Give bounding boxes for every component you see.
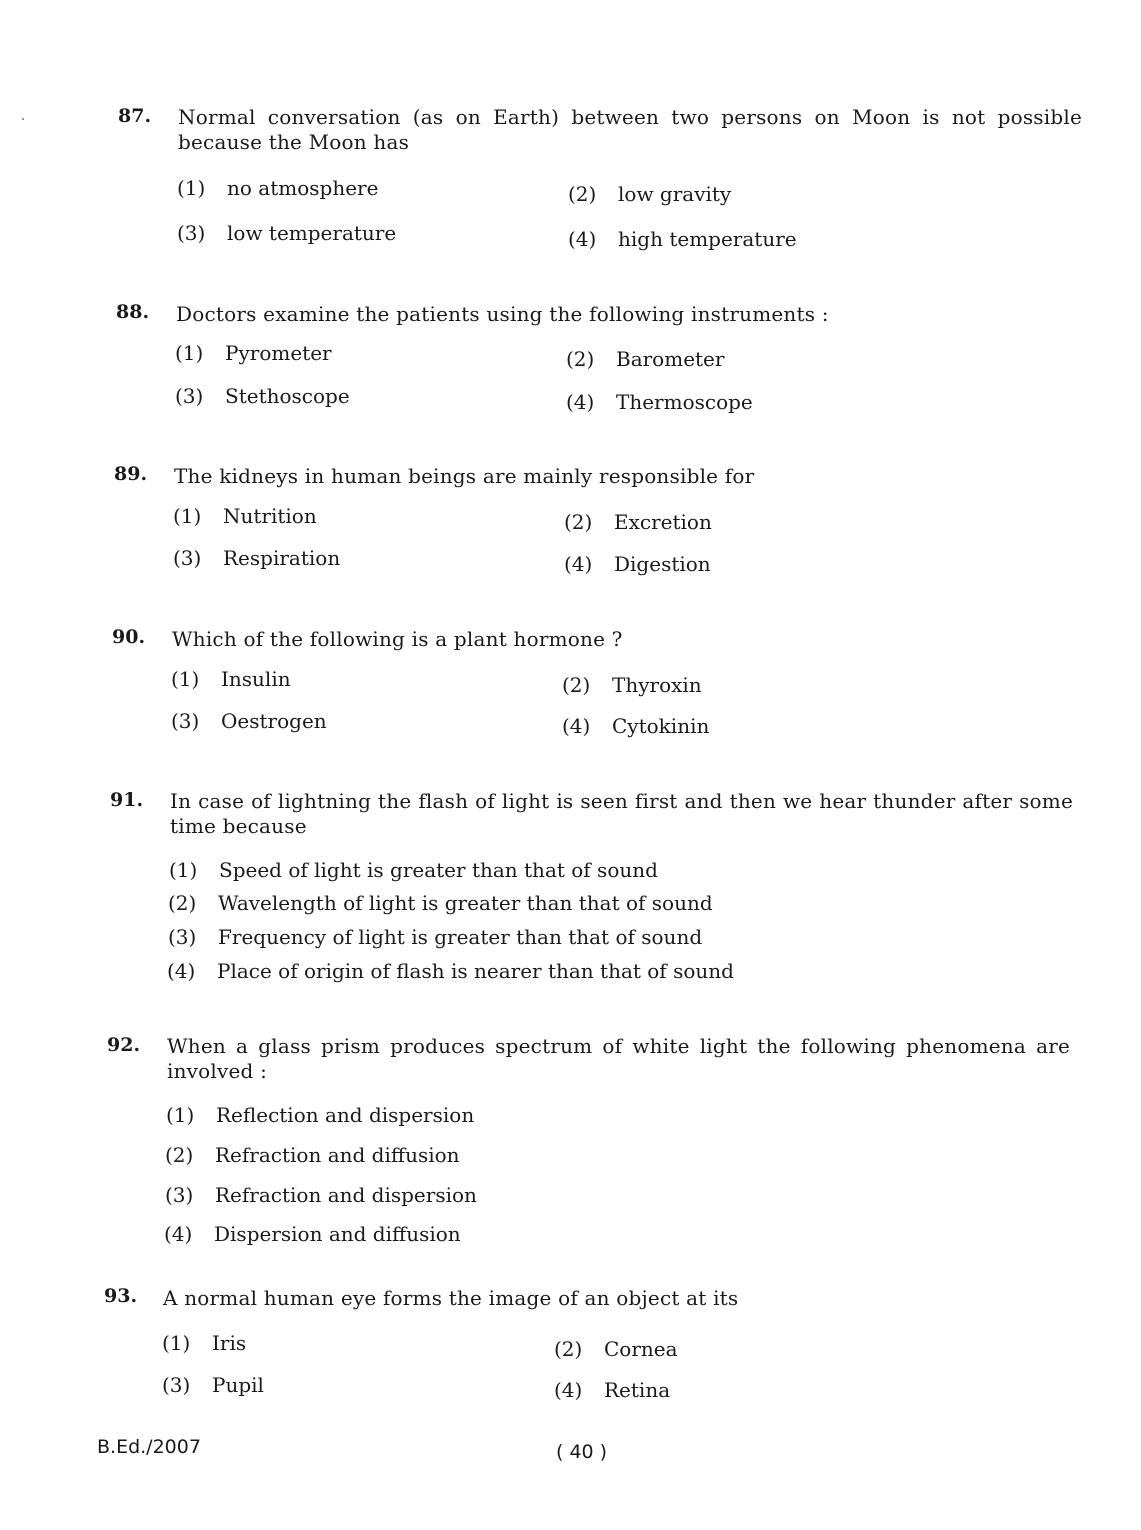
option-text: Cytokinin bbox=[612, 714, 710, 738]
option-number: (2) bbox=[165, 1143, 194, 1167]
option-number: (3) bbox=[175, 384, 204, 408]
option-text: Barometer bbox=[616, 347, 725, 371]
option-3[interactable] bbox=[162, 1373, 264, 1397]
option-2[interactable] bbox=[566, 347, 724, 371]
option-number: (4) bbox=[562, 714, 591, 738]
option-text: Nutrition bbox=[223, 504, 317, 528]
option-1[interactable] bbox=[173, 504, 317, 528]
option-text: Wavelength of light is greater than that of sound bbox=[218, 891, 713, 915]
option-4[interactable] bbox=[564, 552, 711, 576]
option-text: high temperature bbox=[618, 227, 797, 251]
option-text: Digestion bbox=[614, 552, 711, 576]
option-text: Pupil bbox=[212, 1373, 264, 1397]
option-number: (4) bbox=[566, 390, 595, 414]
option-2[interactable] bbox=[568, 182, 731, 206]
option-3[interactable] bbox=[177, 221, 396, 245]
option-3[interactable] bbox=[165, 1183, 477, 1207]
question-number: 91. bbox=[110, 789, 144, 811]
option-2[interactable] bbox=[165, 1143, 460, 1167]
option-number: (4) bbox=[568, 227, 597, 251]
scan-speck bbox=[22, 118, 24, 120]
option-3[interactable] bbox=[168, 925, 702, 949]
option-text: Refraction and diffusion bbox=[215, 1143, 460, 1167]
question-text: Doctors examine the patients using the following instruments : bbox=[176, 302, 829, 326]
option-3[interactable] bbox=[175, 384, 350, 408]
option-number: (2) bbox=[568, 182, 597, 206]
question-number: 90. bbox=[112, 626, 146, 648]
option-number: (4) bbox=[554, 1378, 583, 1402]
option-text: Cornea bbox=[604, 1337, 678, 1361]
option-text: Thyroxin bbox=[612, 673, 702, 697]
question-text: Which of the following is a plant hormone ? bbox=[172, 627, 623, 651]
option-2[interactable] bbox=[554, 1337, 678, 1361]
option-number: (1) bbox=[162, 1331, 191, 1355]
option-number: (1) bbox=[171, 667, 200, 691]
option-text: Insulin bbox=[221, 667, 291, 691]
option-number: (2) bbox=[562, 673, 591, 697]
option-text: low temperature bbox=[227, 221, 397, 245]
option-1[interactable] bbox=[169, 858, 658, 882]
option-number: (3) bbox=[168, 925, 197, 949]
option-3[interactable] bbox=[173, 546, 340, 570]
option-1[interactable] bbox=[166, 1103, 474, 1127]
option-number: (3) bbox=[173, 546, 202, 570]
option-number: (1) bbox=[177, 176, 206, 200]
option-number: (4) bbox=[164, 1222, 193, 1246]
option-4[interactable] bbox=[562, 714, 709, 738]
option-3[interactable] bbox=[171, 709, 327, 733]
page-number: ( 40 ) bbox=[556, 1441, 608, 1463]
option-text: Thermoscope bbox=[616, 390, 753, 414]
question-text: In case of lightning the flash of light is seen first and then we hear thunder after some time because bbox=[170, 789, 1073, 838]
option-number: (3) bbox=[171, 709, 200, 733]
question-text: Normal conversation (as on Earth) between two persons on Moon is not possible because the Moon has bbox=[178, 105, 1082, 154]
option-number: (4) bbox=[564, 552, 593, 576]
option-text: Reflection and dispersion bbox=[216, 1103, 475, 1127]
option-text: Speed of light is greater than that of sound bbox=[219, 858, 658, 882]
option-text: Retina bbox=[604, 1378, 671, 1402]
option-2[interactable] bbox=[562, 673, 702, 697]
option-text: Oestrogen bbox=[221, 709, 327, 733]
option-number: (3) bbox=[165, 1183, 194, 1207]
option-text: Refraction and dispersion bbox=[215, 1183, 477, 1207]
option-number: (1) bbox=[175, 341, 204, 365]
option-4[interactable] bbox=[554, 1378, 670, 1402]
option-text: Excretion bbox=[614, 510, 712, 534]
option-4[interactable] bbox=[566, 390, 753, 414]
option-text: no atmosphere bbox=[227, 176, 379, 200]
option-number: (2) bbox=[564, 510, 593, 534]
option-number: (1) bbox=[166, 1103, 195, 1127]
option-4[interactable] bbox=[164, 1222, 461, 1246]
option-1[interactable] bbox=[175, 341, 332, 365]
option-text: Stethoscope bbox=[225, 384, 350, 408]
option-text: Pyrometer bbox=[225, 341, 332, 365]
question-number: 93. bbox=[104, 1285, 138, 1307]
option-text: Iris bbox=[212, 1331, 247, 1355]
option-text: low gravity bbox=[618, 182, 732, 206]
option-text: Place of origin of flash is nearer than that of sound bbox=[217, 959, 734, 983]
option-number: (3) bbox=[162, 1373, 191, 1397]
option-number: (1) bbox=[173, 504, 202, 528]
question-number: 87. bbox=[118, 105, 152, 127]
question-text: The kidneys in human beings are mainly responsible for bbox=[174, 464, 755, 488]
option-number: (3) bbox=[177, 221, 206, 245]
question-number: 92. bbox=[107, 1034, 141, 1056]
option-text: Dispersion and diffusion bbox=[214, 1222, 461, 1246]
option-number: (2) bbox=[168, 891, 197, 915]
question-text: A normal human eye forms the image of an object at its bbox=[163, 1286, 739, 1310]
exam-code: B.Ed./2007 bbox=[97, 1436, 201, 1458]
option-number: (4) bbox=[167, 959, 196, 983]
option-1[interactable] bbox=[171, 667, 291, 691]
question-number: 88. bbox=[116, 301, 150, 323]
option-number: (2) bbox=[566, 347, 595, 371]
option-1[interactable] bbox=[162, 1331, 246, 1355]
option-1[interactable] bbox=[177, 176, 378, 200]
option-text: Frequency of light is greater than that of sound bbox=[218, 925, 703, 949]
option-2[interactable] bbox=[168, 891, 713, 915]
question-text: When a glass prism produces spectrum of white light the following phenomena are involved : bbox=[167, 1034, 1070, 1083]
option-number: (2) bbox=[554, 1337, 583, 1361]
option-text: Respiration bbox=[223, 546, 341, 570]
option-4[interactable] bbox=[568, 227, 797, 251]
question-number: 89. bbox=[114, 463, 148, 485]
option-number: (1) bbox=[169, 858, 198, 882]
option-2[interactable] bbox=[564, 510, 712, 534]
option-4[interactable] bbox=[167, 959, 734, 983]
